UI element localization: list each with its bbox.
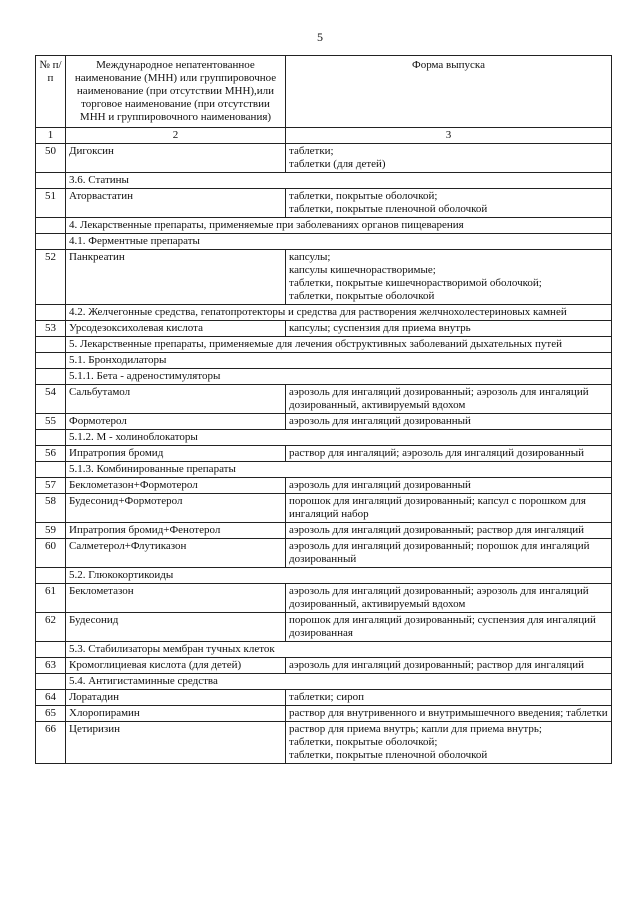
- table-header-row: [36, 56, 612, 128]
- index-row: [36, 128, 612, 144]
- drug-name: Салметерол+Флутиказон: [66, 539, 286, 568]
- drug-form-line: таблетки, покрытые пленочной оболочкой: [289, 749, 488, 761]
- drug-row: [36, 478, 612, 494]
- drug-form-line: аэрозоль для ингаляций дозированный: [289, 415, 471, 427]
- drug-form-line: аэрозоль для ингаляций дозированный: [289, 479, 471, 491]
- section-row: [36, 674, 612, 690]
- drug-row: [36, 539, 612, 568]
- section-blank-cell: [36, 353, 66, 369]
- drug-form-line: таблетки; сироп: [289, 691, 365, 703]
- section-blank-cell: [36, 462, 66, 478]
- drug-name: Формотерол: [66, 414, 286, 430]
- section-blank-cell: [36, 218, 66, 234]
- drug-form-line: таблетки, покрытые кишечнорастворимой оболочкой;: [289, 277, 542, 289]
- drug-form: [286, 446, 612, 462]
- section-row: [36, 568, 612, 584]
- drug-number: 51: [36, 189, 66, 218]
- section-title: 4.2. Желчегонные средства, гепатопротекторы и средства для растворения желчнохолестериновых камней: [66, 305, 612, 321]
- section-blank-cell: [36, 430, 66, 446]
- drug-form-line: таблетки, покрытые оболочкой;: [289, 190, 438, 202]
- drug-row: [36, 189, 612, 218]
- section-blank-cell: [36, 305, 66, 321]
- drug-form-line: раствор для ингаляций; аэрозоль для ингаляций дозированный: [289, 447, 585, 459]
- drug-name: Урсодезоксихолевая кислота: [66, 321, 286, 337]
- index-cell: 1: [36, 128, 66, 144]
- drug-form-line: аэрозоль для ингаляций дозированный; раствор для ингаляций: [289, 524, 585, 536]
- drug-table: [35, 55, 612, 764]
- drug-form-line: аэрозоль для ингаляций дозированный; порошок для ингаляций дозированный: [289, 540, 590, 565]
- drug-number: 59: [36, 523, 66, 539]
- header-name: Международное непатентованное наименование (МНН) или группировочное наименование (при отсутствии МНН),или торговое наименование (при отсутствии МНН и группировочного наименования): [66, 56, 286, 128]
- drug-name: Беклометазон: [66, 584, 286, 613]
- section-title: 5.1. Бронходилаторы: [66, 353, 612, 369]
- drug-number: 60: [36, 539, 66, 568]
- section-row: [36, 337, 612, 353]
- drug-name: Будесонид: [66, 613, 286, 642]
- drug-name: Цетиризин: [66, 722, 286, 764]
- drug-row: [36, 690, 612, 706]
- drug-name: Сальбутамол: [66, 385, 286, 414]
- section-row: [36, 369, 612, 385]
- drug-form-line: аэрозоль для ингаляций дозированный; аэрозоль для ингаляций дозированный, активируемый вдохом: [289, 585, 589, 610]
- drug-form: [286, 478, 612, 494]
- drug-row: [36, 250, 612, 305]
- section-row: [36, 430, 612, 446]
- drug-number: 58: [36, 494, 66, 523]
- drug-row: [36, 722, 612, 764]
- section-row: [36, 234, 612, 250]
- drug-name: Лоратадин: [66, 690, 286, 706]
- drug-form-line: таблетки, покрытые оболочкой;: [289, 736, 438, 748]
- section-blank-cell: [36, 234, 66, 250]
- drug-form: [286, 584, 612, 613]
- section-blank-cell: [36, 568, 66, 584]
- drug-number: 53: [36, 321, 66, 337]
- drug-number: 52: [36, 250, 66, 305]
- drug-form-line: таблетки, покрытые оболочкой: [289, 290, 435, 302]
- section-row: [36, 305, 612, 321]
- section-title: 5.4. Антигистаминные средства: [66, 674, 612, 690]
- drug-form: [286, 690, 612, 706]
- section-blank-cell: [36, 674, 66, 690]
- drug-row: [36, 446, 612, 462]
- drug-row: [36, 658, 612, 674]
- drug-form: [286, 523, 612, 539]
- section-blank-cell: [36, 173, 66, 189]
- drug-number: 63: [36, 658, 66, 674]
- drug-form: [286, 658, 612, 674]
- drug-form-line: таблетки, покрытые пленочной оболочкой: [289, 203, 488, 215]
- drug-number: 50: [36, 144, 66, 173]
- index-cell: 3: [286, 128, 612, 144]
- drug-number: 62: [36, 613, 66, 642]
- section-row: [36, 462, 612, 478]
- drug-form: [286, 144, 612, 173]
- drug-form: [286, 414, 612, 430]
- drug-name: Ипратропия бромид+Фенотерол: [66, 523, 286, 539]
- table-body: [36, 144, 612, 764]
- drug-row: [36, 494, 612, 523]
- drug-number: 55: [36, 414, 66, 430]
- section-row: [36, 218, 612, 234]
- drug-form: [286, 539, 612, 568]
- drug-row: [36, 584, 612, 613]
- section-title: 5.1.3. Комбинированные препараты: [66, 462, 612, 478]
- drug-name: Беклометазон+Формотерол: [66, 478, 286, 494]
- section-blank-cell: [36, 337, 66, 353]
- drug-form-line: таблетки (для детей): [289, 158, 386, 170]
- drug-form: [286, 250, 612, 305]
- section-blank-cell: [36, 642, 66, 658]
- drug-number: 65: [36, 706, 66, 722]
- section-title: 5.1.1. Бета - адреностимуляторы: [66, 369, 612, 385]
- drug-row: [36, 706, 612, 722]
- index-cell: 2: [66, 128, 286, 144]
- section-title: 5.2. Глюкокортикоиды: [66, 568, 612, 584]
- page-number: 5: [317, 30, 323, 44]
- drug-form-line: раствор для приема внутрь; капли для приема внутрь;: [289, 723, 542, 735]
- drug-name: Ипратропия бромид: [66, 446, 286, 462]
- drug-form-line: капсулы кишечнорастворимые;: [289, 264, 436, 276]
- drug-number: 64: [36, 690, 66, 706]
- drug-form: [286, 189, 612, 218]
- drug-form: [286, 706, 612, 722]
- drug-form: [286, 385, 612, 414]
- drug-form: [286, 321, 612, 337]
- drug-row: [36, 385, 612, 414]
- section-row: [36, 353, 612, 369]
- drug-form: [286, 494, 612, 523]
- drug-form-line: порошок для ингаляций дозированный; суспензия для ингаляций дозированная: [289, 614, 596, 639]
- drug-name: Кромоглициевая кислота (для детей): [66, 658, 286, 674]
- section-title: 4. Лекарственные препараты, применяемые при заболеваниях органов пищеварения: [66, 218, 612, 234]
- drug-name: Хлоропирамин: [66, 706, 286, 722]
- section-row: [36, 642, 612, 658]
- drug-row: [36, 144, 612, 173]
- drug-row: [36, 414, 612, 430]
- section-title: 5.1.2. М - холиноблокаторы: [66, 430, 612, 446]
- section-title: 5. Лекарственные препараты, применяемые для лечения обструктивных заболеваний дыхательных путей: [66, 337, 612, 353]
- drug-name: Будесонид+Формотерол: [66, 494, 286, 523]
- drug-form: [286, 613, 612, 642]
- header-form: Форма выпуска: [286, 56, 612, 128]
- drug-number: 56: [36, 446, 66, 462]
- section-blank-cell: [36, 369, 66, 385]
- drug-number: 66: [36, 722, 66, 764]
- section-title: 5.3. Стабилизаторы мембран тучных клеток: [66, 642, 612, 658]
- drug-name: Дигоксин: [66, 144, 286, 173]
- drug-row: [36, 613, 612, 642]
- drug-form-line: аэрозоль для ингаляций дозированный; раствор для ингаляций: [289, 659, 585, 671]
- section-title: 4.1. Ферментные препараты: [66, 234, 612, 250]
- drug-form: [286, 722, 612, 764]
- drug-form-line: капсулы; суспензия для приема внутрь: [289, 322, 471, 334]
- drug-number: 57: [36, 478, 66, 494]
- header-number: № п/п: [36, 56, 66, 128]
- drug-form-line: аэрозоль для ингаляций дозированный; аэрозоль для ингаляций дозированный, активируемый вдохом: [289, 386, 589, 411]
- drug-form-line: капсулы;: [289, 251, 331, 263]
- drug-name: Аторвастатин: [66, 189, 286, 218]
- drug-row: [36, 523, 612, 539]
- section-row: [36, 173, 612, 189]
- drug-name: Панкреатин: [66, 250, 286, 305]
- drug-form-line: порошок для ингаляций дозированный; капсул с порошком для ингаляций набор: [289, 495, 586, 520]
- drug-form-line: таблетки;: [289, 145, 334, 157]
- section-title: 3.6. Статины: [66, 173, 612, 189]
- drug-row: [36, 321, 612, 337]
- drug-number: 61: [36, 584, 66, 613]
- drug-number: 54: [36, 385, 66, 414]
- drug-form-line: раствор для внутривенного и внутримышечного введения; таблетки: [289, 707, 608, 719]
